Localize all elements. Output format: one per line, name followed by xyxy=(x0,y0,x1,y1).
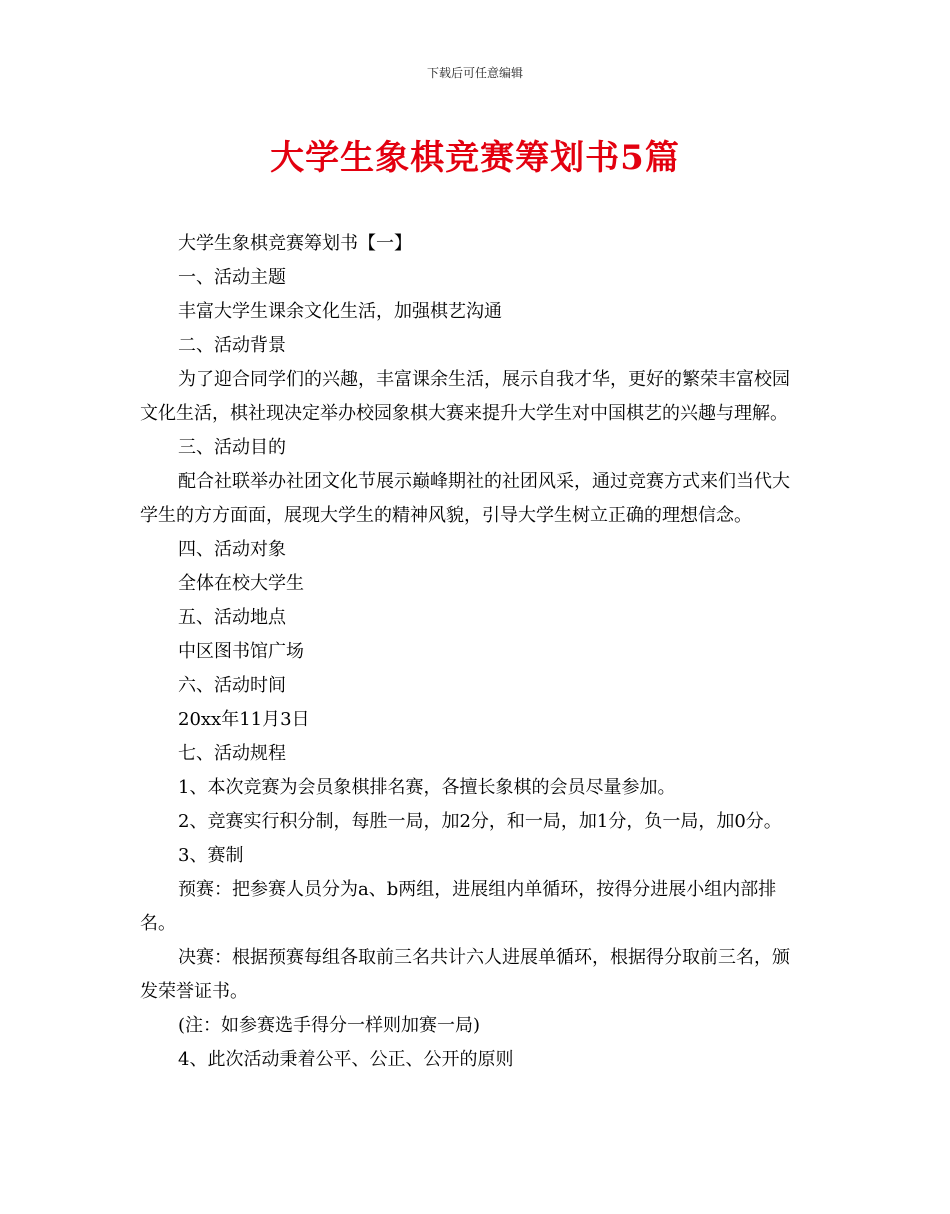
heading-background: 二、活动背景 xyxy=(178,335,286,356)
heading-time: 六、活动时间 xyxy=(178,675,286,696)
paragraph-background-line-2: 文化生活，棋社现决定举办校园象棋大赛来提升大学生对中国棋艺的兴趣与理解。 xyxy=(140,403,788,424)
paragraph-purpose-line-1: 配合社联举办社团文化节展示巅峰期社的社团风采，通过竞赛方式来们当代大 xyxy=(178,471,790,492)
rule-1: 1、本次竞赛为会员象棋排名赛，各擅长象棋的会员尽量参加。 xyxy=(178,777,676,798)
heading-theme: 一、活动主题 xyxy=(178,267,286,288)
paragraph-theme: 丰富大学生课余文化生活，加强棋艺沟通 xyxy=(178,301,502,322)
paragraph-background-line-1: 为了迎合同学们的兴趣，丰富课余生活，展示自我才华，更好的繁荣丰富校园 xyxy=(178,369,790,390)
heading-purpose: 三、活动目的 xyxy=(178,437,286,458)
heading-location: 五、活动地点 xyxy=(178,607,286,628)
rule-3-prelim-line-2: 名。 xyxy=(140,913,176,934)
rule-3: 3、赛制 xyxy=(178,845,244,866)
rule-2: 2、竞赛实行积分制，每胜一局，加2分，和一局，加1分，负一局，加0分。 xyxy=(178,811,782,832)
rule-4: 4、此次活动秉着公平、公正、公开的原则 xyxy=(178,1049,514,1070)
rule-3-prelim-line-1: 预赛：把参赛人员分为a、b两组，进展组内单循环，按得分进展小组内部排 xyxy=(178,879,777,900)
heading-target: 四、活动对象 xyxy=(178,539,286,560)
heading-rules: 七、活动规程 xyxy=(178,743,286,764)
paragraph-time: 20xx年11月3日 xyxy=(178,709,310,730)
paragraph-target: 全体在校大学生 xyxy=(178,573,304,594)
paragraph-purpose-line-2: 学生的方方面面，展现大学生的精神风貌，引导大学生树立正确的理想信念。 xyxy=(140,505,752,526)
document-title: 大学生象棋竞赛筹划书5篇 xyxy=(270,138,680,178)
document-body xyxy=(140,227,812,1077)
rule-3-note: (注：如参赛选手得分一样则加赛一局) xyxy=(178,1015,481,1036)
rule-3-final-line-2: 发荣誉证书。 xyxy=(140,981,248,1002)
section-heading: 大学生象棋竞赛筹划书【一】 xyxy=(178,233,412,254)
header-note: 下载后可任意编辑 xyxy=(426,66,523,80)
paragraph-location: 中区图书馆广场 xyxy=(178,641,304,662)
rule-3-final-line-1: 决赛：根据预赛每组各取前三名共计六人进展单循环，根据得分取前三名，颁 xyxy=(178,947,790,968)
